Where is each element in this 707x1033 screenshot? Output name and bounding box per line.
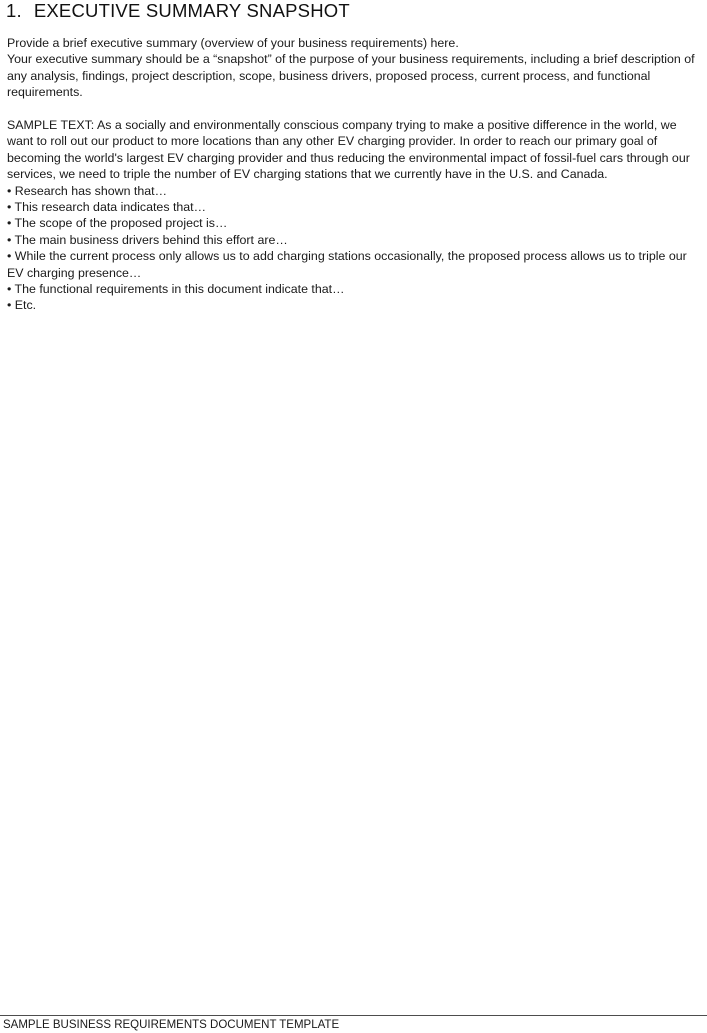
- section-title: EXECUTIVE SUMMARY SNAPSHOT: [33, 0, 350, 21]
- section-number: 1.: [6, 0, 22, 21]
- intro-paragraph-2: Your executive summary should be a “snapshot” of the purpose of your business requirements, including a brief description of any analysis, findings, project description, scope, business drivers, proposed process, current process, and functional requirements.: [7, 52, 695, 100]
- bullet-item: • Etc.: [7, 298, 37, 313]
- paragraph-spacer: [7, 101, 705, 117]
- document-body: [7, 35, 705, 314]
- page-footer: SAMPLE BUSINESS REQUIREMENTS DOCUMENT TEMPLATE: [3, 1019, 340, 1031]
- sample-text-paragraph: SAMPLE TEXT: As a socially and environmentally conscious company trying to make a positive difference in the world, we want to roll out our product to more locations than any other EV charging provider. In order to reach our primary goal of becoming the world's largest EV charging provider and thus reducing the environmental impact of fossil-fuel cars through our services, we need to triple the number of EV charging stations that we currently have in the U.S. and Canada.: [7, 118, 690, 182]
- sample-bullet-list: [7, 183, 705, 314]
- intro-paragraph-1: Provide a brief executive summary (overview of your business requirements) here.: [7, 36, 459, 50]
- section-heading: [6, 0, 350, 22]
- bullet-item: • The scope of the proposed project is…: [7, 216, 228, 231]
- footer-divider: [0, 1015, 707, 1016]
- bullet-item: • While the current process only allows us to add charging stations occasionally, the proposed process allows us to triple our EV charging presence…: [7, 249, 687, 280]
- bullet-item: • The main business drivers behind this effort are…: [7, 232, 288, 247]
- bullet-item: • Research has shown that…: [7, 183, 167, 198]
- bullet-item: • The functional requirements in this document indicate that…: [7, 282, 345, 297]
- bullet-item: • This research data indicates that…: [7, 200, 207, 215]
